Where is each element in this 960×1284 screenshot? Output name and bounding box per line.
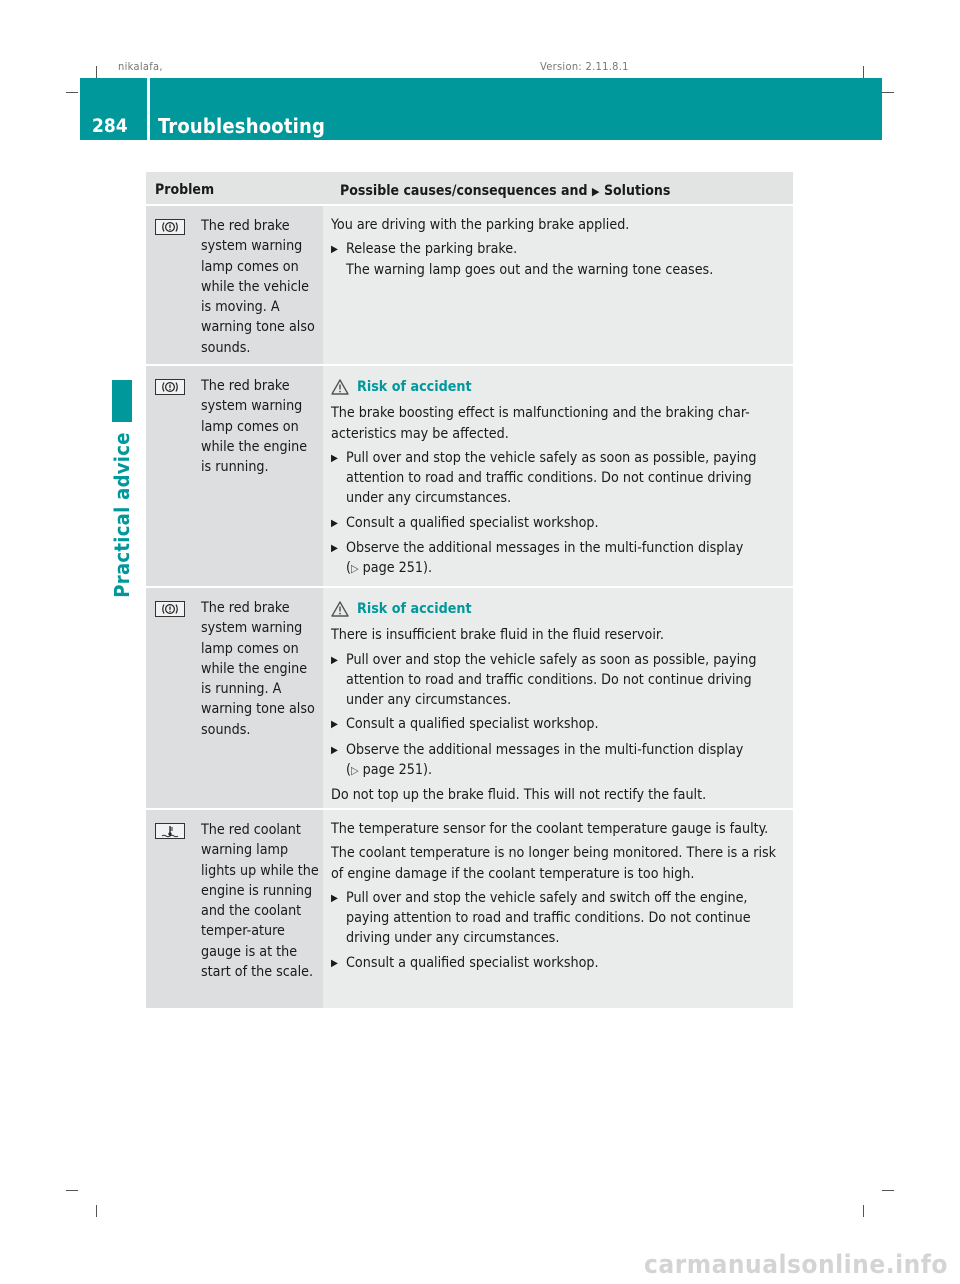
crop-mark	[66, 1190, 78, 1191]
arrow-icon: ▶	[331, 892, 338, 904]
crop-mark	[96, 1205, 97, 1217]
arrow-icon: ▶	[331, 244, 338, 256]
action-item: ▶ Observe the additional messages in the multi-function display (▷ page 251).	[331, 538, 787, 580]
action-text: Consult a qualified specialist workshop.	[346, 954, 599, 971]
warning-title: Risk of accident	[357, 379, 472, 395]
action-item	[331, 448, 787, 509]
brake-warning-icon	[155, 219, 185, 235]
action-text: Consult a qualified specialist workshop.	[346, 716, 599, 733]
action-text: Observe the additional messages in the multi-function display	[346, 540, 744, 557]
action-text: Pull over and stop the vehicle safely as soon as possible, paying attention to road and traffic conditions. Do not continue driving under any circumstances.	[346, 651, 757, 709]
crop-mark	[96, 66, 97, 78]
problem-text: The red coolant warning lamp lights up while the engine is running and the coolant temper-ature gauge is at the start of the scale.	[201, 822, 319, 981]
page-ref-icon: ▷	[350, 764, 359, 778]
consequence-text: The coolant temperature is no longer being monitored. There is a risk of engine damage if the coolant temperature is too high.	[331, 845, 777, 882]
problem-text: The red brake system warning lamp comes on while the engine is running. A warning tone also sounds.	[201, 600, 315, 738]
arrow-icon: ▶	[591, 185, 600, 198]
warning-heading	[331, 599, 787, 619]
action-text: Pull over and stop the vehicle safely as soon as possible, paying attention to road and traffic conditions. Do not continue driving under any circumstances.	[346, 449, 757, 507]
meta-version: Version: 2.11.8.1	[540, 60, 629, 73]
cause-text: The brake boosting effect is malfunctioning and the braking char-acteristics may be affected.	[331, 405, 750, 442]
arrow-icon: ▶	[331, 543, 338, 555]
header-problem: Problem	[155, 182, 215, 198]
arrow-icon: ▶	[331, 517, 338, 529]
problem-cell	[146, 366, 323, 586]
cause-text: The temperature sensor for the coolant temperature gauge is faulty.	[331, 821, 769, 837]
watermark: carmanualsonline.info	[644, 1250, 948, 1280]
solution-cell	[323, 588, 793, 808]
problem-cell	[146, 588, 323, 808]
brake-warning-icon	[155, 379, 185, 395]
crop-mark	[66, 92, 78, 93]
action-item	[331, 953, 787, 974]
note-text: Do not top up the brake fluid. This will not rectify the fault.	[331, 787, 707, 804]
brake-warning-icon	[155, 601, 185, 617]
cause-text: There is insufficient brake fluid in the fluid reservoir.	[331, 627, 664, 644]
header-divider	[147, 78, 150, 140]
solution-cell	[323, 366, 793, 586]
action-text: Observe the additional messages in the multi-function display	[346, 741, 744, 758]
action-item	[331, 513, 787, 534]
problem-text: The red brake system warning lamp comes on while the engine is running.	[201, 378, 308, 476]
arrow-icon: ▶	[331, 452, 338, 464]
action-text: Release the parking brake.	[346, 241, 518, 258]
header-bar	[80, 78, 882, 140]
action-text: Consult a qualified specialist workshop.	[346, 514, 599, 531]
table-row	[146, 810, 793, 1010]
warning-title: Risk of accident	[357, 601, 472, 617]
solution-cell	[323, 206, 793, 364]
action-text: Pull over and stop the vehicle safely and switch off the engine, paying attention to road and traffic conditions. Do not continue driving under any circumstances.	[346, 889, 751, 947]
problem-cell	[146, 206, 323, 364]
header-solutions-label: Solutions	[603, 183, 671, 199]
table-row	[146, 366, 793, 588]
page-ref-icon: ▷	[350, 562, 359, 576]
solution-cell	[323, 810, 793, 1008]
arrow-icon: ▶	[331, 719, 338, 731]
table-row	[146, 588, 793, 810]
header-causes-label: Possible causes/consequences and	[340, 183, 588, 199]
action-item	[331, 650, 787, 711]
crop-mark	[863, 1205, 864, 1217]
cause-text: You are driving with the parking brake applied.	[331, 217, 630, 233]
page-reference[interactable]: page 251).	[362, 762, 433, 779]
arrow-icon: ▶	[331, 744, 338, 756]
section-title: Troubleshooting	[158, 114, 326, 138]
coolant-temperature-icon	[155, 823, 185, 839]
problem-cell	[146, 810, 323, 1008]
warning-heading	[331, 377, 787, 397]
warning-triangle-icon	[331, 601, 349, 617]
problem-text: The red brake system warning lamp comes on while the vehicle is moving. A warning tone also sounds.	[201, 218, 315, 356]
action-item	[331, 888, 787, 949]
action-item: ▶ Observe the additional messages in the multi-function display (▷ page 251).	[331, 740, 787, 782]
page-reference[interactable]: page 251).	[362, 560, 433, 577]
crop-mark	[882, 92, 894, 93]
action-item	[331, 239, 787, 280]
header-solutions	[332, 172, 793, 204]
page-number: 284	[92, 115, 128, 137]
side-label: Practical advice	[110, 432, 134, 598]
arrow-icon: ▶	[331, 654, 338, 666]
action-item	[331, 714, 787, 735]
table-row	[146, 206, 793, 366]
arrow-icon: ▶	[331, 957, 338, 969]
crop-mark	[882, 1190, 894, 1191]
table-header	[146, 172, 793, 206]
meta-author: nikalafa,	[118, 60, 163, 73]
crop-mark	[863, 66, 864, 78]
action-note: The warning lamp goes out and the warning tone ceases.	[346, 261, 714, 278]
troubleshooting-table	[146, 172, 793, 1010]
side-tab	[112, 380, 132, 422]
warning-triangle-icon	[331, 379, 349, 395]
